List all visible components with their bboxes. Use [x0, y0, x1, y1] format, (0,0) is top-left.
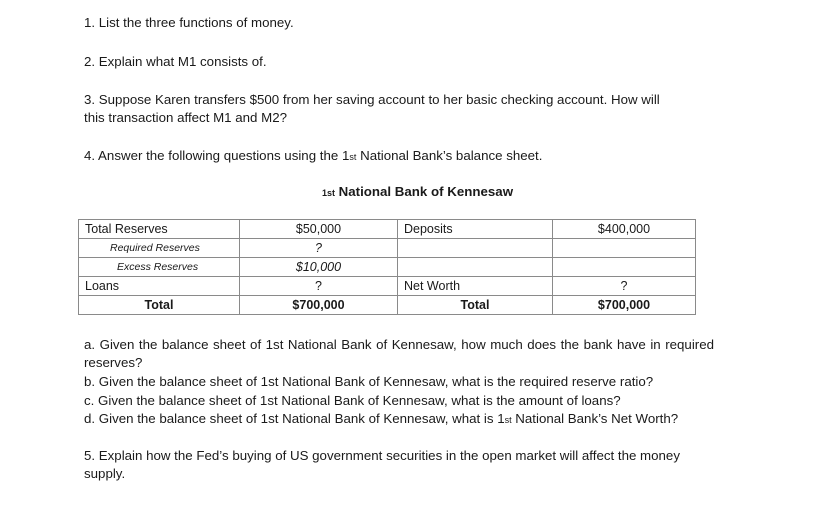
- question-2: 2. Explain what M1 consists of.: [84, 54, 267, 69]
- table-row: [79, 277, 696, 296]
- question-1: 1. List the three functions of money.: [84, 15, 294, 30]
- asset-value: $10,000: [240, 258, 398, 277]
- balance-sheet-title-superscript: 1st: [321, 188, 335, 198]
- question-3: 3. Suppose Karen transfers $500 from her saving account to her basic checking account. How will this transaction affect M1 and M2?: [84, 92, 660, 125]
- asset-label: Required Reserves: [79, 239, 240, 258]
- table-row: [79, 220, 696, 239]
- asset-label: Total Reserves: [79, 220, 240, 239]
- liability-label: Deposits: [398, 220, 553, 239]
- asset-total-label: Total: [79, 296, 240, 315]
- table-row: [79, 239, 696, 258]
- liability-label: Net Worth: [398, 277, 553, 296]
- asset-value: $50,000: [240, 220, 398, 239]
- subquestion-a: a. Given the balance sheet of 1st National Bank of Kennesaw, how much does the bank have in required reserves?: [84, 337, 714, 370]
- asset-total-value: $700,000: [240, 296, 398, 315]
- asset-label: Excess Reserves: [79, 258, 240, 277]
- subquestion-d-superscript: st: [504, 415, 512, 425]
- balance-sheet-title-text: National Bank of Kennesaw: [334, 184, 514, 199]
- subquestion-b: b. Given the balance sheet of 1st National Bank of Kennesaw, what is the required reserve ratio?: [84, 374, 654, 389]
- liability-total-value: $700,000: [553, 296, 696, 315]
- liability-label: [398, 239, 553, 258]
- question-4: [84, 147, 542, 166]
- asset-value: ?: [240, 277, 398, 296]
- subquestion-d-text-start: d. Given the balance sheet of 1st National Bank of Kennesaw, what is 1: [84, 411, 505, 426]
- liability-label: [398, 258, 553, 277]
- liability-value: [553, 239, 696, 258]
- question-4-superscript: st: [349, 152, 357, 162]
- subquestion-d: [84, 410, 724, 429]
- balance-sheet-table: [78, 219, 696, 315]
- question-4-text-end: National Bank’s balance sheet.: [356, 148, 543, 163]
- liability-value: [553, 258, 696, 277]
- liability-value: $400,000: [553, 220, 696, 239]
- question-4-text-start: 4. Answer the following questions using the 1: [84, 148, 350, 163]
- balance-sheet-title: [0, 184, 835, 199]
- asset-value: ?: [240, 239, 398, 258]
- liability-total-label: Total: [398, 296, 553, 315]
- subquestion-c: c. Given the balance sheet of 1st National Bank of Kennesaw, what is the amount of loans?: [84, 393, 621, 408]
- question-5: 5. Explain how the Fed’s buying of US government securities in the open market will affect the money supply.: [84, 448, 680, 481]
- table-row: [79, 258, 696, 277]
- liability-value: ?: [553, 277, 696, 296]
- asset-label: Loans: [79, 277, 240, 296]
- table-row: [79, 296, 696, 315]
- subquestion-d-text-end: National Bank’s Net Worth?: [511, 411, 679, 426]
